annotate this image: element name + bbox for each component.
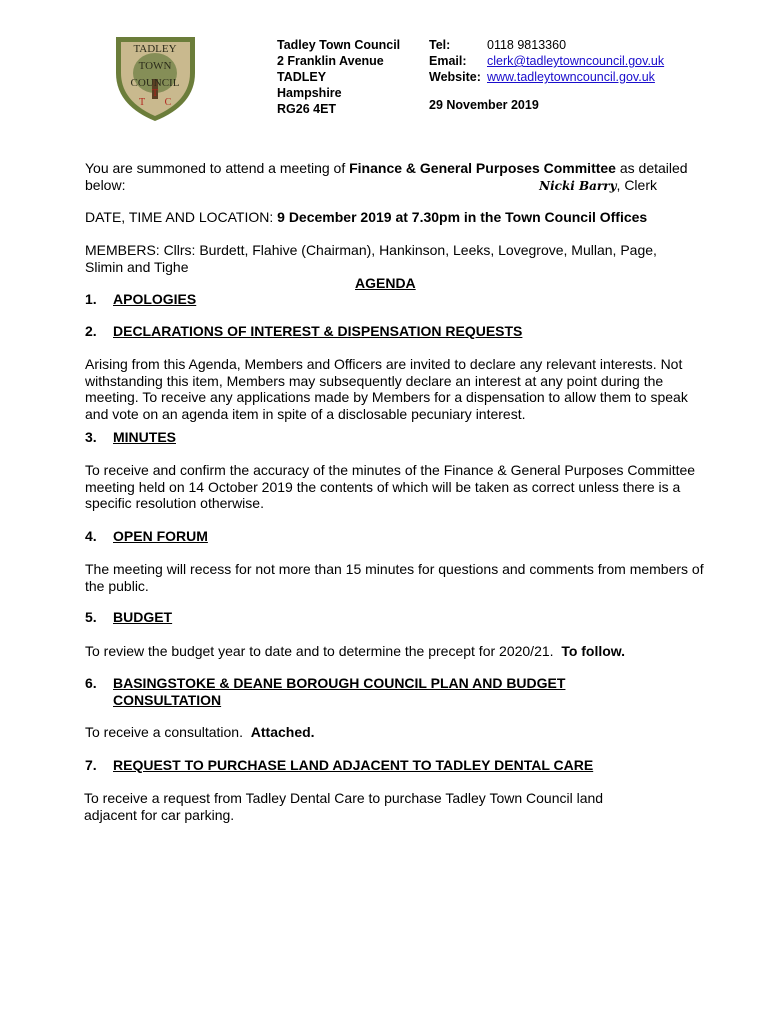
- datetime-value: 9 December 2019 at 7.30pm in the Town Council Offices: [277, 209, 648, 225]
- item-1-number: 1.: [85, 291, 97, 307]
- item-6-title: BASINGSTOKE & DEANE BOROUGH COUNCIL PLAN AND BUDGET: [113, 675, 566, 691]
- item-4-number: 4.: [85, 528, 97, 544]
- item-7-title: REQUEST TO PURCHASE LAND ADJACENT TO TADLEY DENTAL CARE: [113, 757, 594, 773]
- item-7-number: 7.: [85, 757, 97, 773]
- email-label: Email:: [429, 54, 467, 68]
- county: Hampshire: [277, 86, 342, 100]
- item-4-body-line: The meeting will recess for not more than 15 minutes for questions and comments from members of: [85, 561, 704, 577]
- item-1-title: APOLOGIES: [113, 291, 197, 307]
- item-5-body-text: To review the budget year to date and to determine the precept for 2020/21.: [85, 643, 562, 659]
- summons-line2: [85, 177, 657, 195]
- letter-date: 29 November 2019: [429, 98, 539, 112]
- summons-line1: [85, 160, 705, 177]
- logo-line2: TOWN: [138, 60, 172, 72]
- item-2-body-line: Arising from this Agenda, Members and Officers are invited to declare any relevant interests. Not: [85, 356, 683, 372]
- item-2-title: DECLARATIONS OF INTEREST & DISPENSATION REQUESTS: [113, 323, 523, 339]
- committee-name: Finance & General Purposes Committee: [349, 160, 616, 176]
- item-1-heading: [85, 291, 196, 308]
- clerk-signature: Nicki Barry: [539, 178, 617, 193]
- item-5-title: BUDGET: [113, 609, 173, 625]
- members-line2: Slimin and Tighe: [85, 258, 189, 275]
- tel-row: [429, 37, 664, 53]
- logo-letter-2: T: [151, 88, 159, 99]
- datetime-label: DATE, TIME AND LOCATION:: [85, 209, 278, 225]
- agenda-title: AGENDA: [355, 275, 416, 291]
- item-6-body-text: To receive a consultation.: [85, 724, 251, 740]
- summons-below: below:: [85, 176, 126, 193]
- item-4-title: OPEN FORUM: [113, 528, 208, 544]
- council-logo: [108, 33, 203, 123]
- item-5-status: To follow.: [561, 643, 626, 659]
- summons-text-before: You are summoned to attend a meeting of: [85, 160, 350, 176]
- item-2-number: 2.: [85, 323, 97, 339]
- website-row: [429, 69, 664, 85]
- email-link[interactable]: clerk@tadleytowncouncil.gov.uk: [487, 54, 665, 68]
- item-3-body-line: meeting held on 14 October 2019 the contents of which will be taken as correct unless there is a: [85, 478, 681, 495]
- item-7-body-line: To receive a request from Tadley Dental Care to purchase Tadley Town Council land: [84, 790, 604, 806]
- council-crest-icon: [108, 33, 203, 123]
- address-block: [277, 37, 400, 117]
- street: 2 Franklin Avenue: [277, 54, 384, 68]
- item-7-heading: [85, 757, 593, 774]
- item-5-heading: [85, 609, 172, 626]
- item-6-body: [85, 724, 705, 741]
- logo-letter-3: C: [164, 97, 172, 108]
- tel-label: Tel:: [429, 38, 451, 52]
- website-label: Website:: [429, 70, 481, 84]
- item-6-heading: [85, 675, 565, 708]
- item-7-body: [84, 790, 704, 823]
- item-3-body: [85, 462, 705, 512]
- item-5-body: [85, 643, 705, 660]
- members-paragraph: [85, 242, 705, 275]
- item-3-title: MINUTES: [113, 429, 176, 445]
- logo-line1: TADLEY: [133, 43, 177, 55]
- email-row: [429, 53, 664, 69]
- item-4-body-line: the public.: [85, 577, 149, 594]
- item-3-body-line: To receive and confirm the accuracy of the minutes of the Finance & General Purposes Committee: [85, 462, 696, 478]
- item-2-body-line: withstanding this item, Members may subsequently declare an interest at any point during the: [85, 372, 664, 389]
- item-4-heading: [85, 528, 208, 545]
- item-4-body: [85, 561, 705, 594]
- clerk-role: , Clerk: [616, 176, 657, 193]
- postcode: RG26 4ET: [277, 102, 337, 116]
- summons-text-after: as detailed: [615, 160, 688, 176]
- item-3-heading: [85, 429, 176, 446]
- item-3-number: 3.: [85, 429, 97, 445]
- item-7-body-line: adjacent for car parking.: [84, 806, 235, 823]
- item-5-number: 5.: [85, 609, 97, 625]
- logo-line3: COUNCIL: [130, 77, 180, 89]
- town: TADLEY: [277, 70, 327, 84]
- signature-block: [539, 177, 657, 195]
- members-line1: MEMBERS: Cllrs: Burdett, Flahive (Chairman), Hankinson, Leeks, Lovegrove, Mullan, Page,: [85, 242, 657, 258]
- website-link[interactable]: www.tadleytowncouncil.gov.uk: [487, 70, 655, 84]
- tel-value: 0118 9813360: [487, 38, 567, 52]
- item-2-body-line: and vote on an agenda item in spite of a disclosable pecuniary interest.: [85, 405, 526, 422]
- datetime-line: [85, 209, 705, 226]
- item-2-heading: [85, 323, 522, 340]
- item-2-body-line: meeting. To receive any applications made by Members for a dispensation to allow them to speak: [85, 389, 688, 405]
- item-6-status: Attached.: [250, 724, 315, 740]
- summons-paragraph: [85, 160, 705, 194]
- org-name: Tadley Town Council: [277, 38, 401, 52]
- contact-block: [429, 37, 664, 85]
- item-6-number: 6.: [85, 675, 97, 691]
- item-2-body: [85, 356, 705, 422]
- logo-letter-1: T: [138, 97, 146, 108]
- item-3-body-line: specific resolution otherwise.: [85, 495, 264, 511]
- item-6-title-line2: CONSULTATION: [113, 691, 222, 708]
